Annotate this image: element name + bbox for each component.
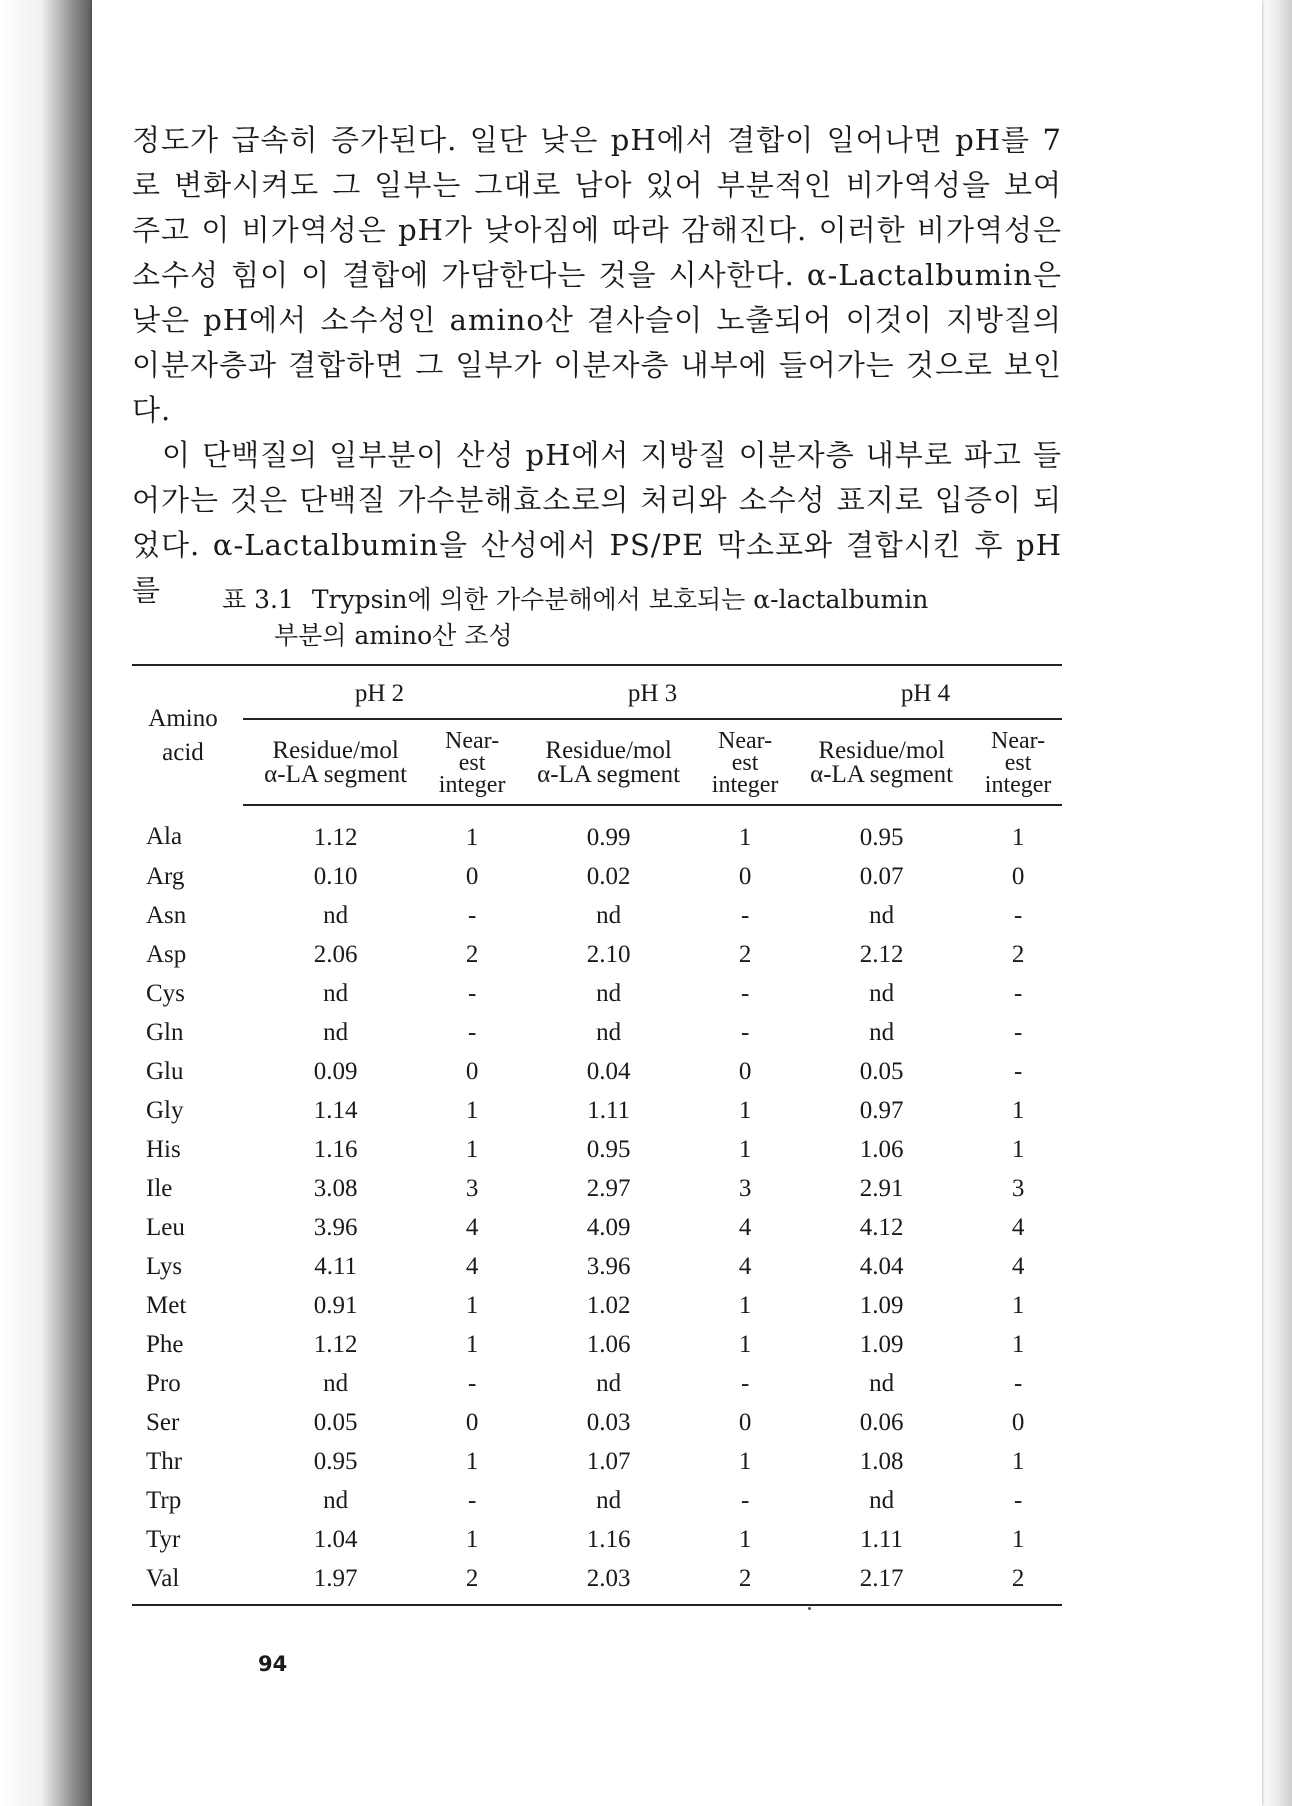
residue-value: 0.97 xyxy=(859,1096,904,1124)
residue-value: 2.10 xyxy=(586,940,631,968)
residue-value: 1.97 xyxy=(243,1559,428,1605)
header-ph-4: pH 4 xyxy=(789,665,1062,719)
nearest-integer-value: - xyxy=(1013,979,1023,1007)
nearest-integer-value: 1 xyxy=(738,1096,752,1124)
nearest-integer-value: 1 xyxy=(1011,823,1025,851)
nearest-integer-value: 4 xyxy=(465,1252,479,1280)
residue-value: nd xyxy=(596,901,622,929)
residue-value: nd xyxy=(869,1486,895,1514)
amino-acid-name: Leu xyxy=(146,1213,185,1241)
nearest-integer-value: - xyxy=(467,979,477,1007)
residue-value: 0.91 xyxy=(313,1291,358,1319)
residue-value: 1.09 xyxy=(859,1291,904,1319)
residue-value: 1.11 xyxy=(860,1525,903,1553)
residue-value: 1.02 xyxy=(586,1291,631,1319)
residue-value: 1.06 xyxy=(859,1135,904,1163)
residue-value: nd xyxy=(323,1486,349,1514)
header-nearest-ph3: Near- est integer xyxy=(701,719,789,805)
nearest-integer-value: 0 xyxy=(465,862,479,890)
residue-value: 0.02 xyxy=(586,862,631,890)
residue-value: 4.04 xyxy=(859,1252,904,1280)
nearest-integer-value: - xyxy=(740,901,750,929)
residue-value: 0.05 xyxy=(859,1057,904,1085)
nearest-integer-value: 1 xyxy=(738,1330,752,1358)
amino-acid-name: Phe xyxy=(146,1330,184,1358)
book-spine-edge xyxy=(0,0,92,1806)
nearest-integer-value: 1 xyxy=(738,1525,752,1553)
table-row xyxy=(132,1091,1062,1130)
residue-value: nd xyxy=(323,901,349,929)
paragraph-1: 정도가 급속히 증가된다. 일단 낮은 pH에서 결합이 일어나면 pH를 7로 변화시켜도 그 일부는 그대로 남아 있어 부분적인 비가역성을 보여주고 이 비가역성은 pH가 낮아짐에 따라 감해진다. 이러한 비가역성은 소수성 힘이 이 결합에 가담한다는 것을 시사한다. α-Lactalbumin은 낮은 pH에서 소수성인 amino산 곁사슬이 노출되어 이것이 지방질의 이분자층과 결합하면 그 일부가 이분자층 내부에 들어가는 것으로 보인다. xyxy=(132,123,1062,427)
amino-acid-table xyxy=(132,664,1062,1606)
residue-value: 0.07 xyxy=(859,862,904,890)
table-row xyxy=(132,1208,1062,1247)
table-row xyxy=(132,1442,1062,1481)
residue-value: 2.12 xyxy=(859,940,904,968)
table-row xyxy=(132,1403,1062,1442)
nearest-integer-value: 1 xyxy=(465,1447,479,1475)
table-row xyxy=(132,1520,1062,1559)
nearest-integer-value: 3 xyxy=(738,1174,752,1202)
residue-value: 1.16 xyxy=(313,1135,358,1163)
amino-acid-name: Gln xyxy=(146,1018,184,1046)
amino-acid-name: Met xyxy=(146,1291,187,1319)
nearest-integer-value: 1 xyxy=(738,1291,752,1319)
residue-value: 0.04 xyxy=(586,1057,631,1085)
residue-value: 4.09 xyxy=(586,1213,631,1241)
residue-value: 0.03 xyxy=(586,1408,631,1436)
nearest-integer-value: 3 xyxy=(1011,1174,1025,1202)
nearest-integer-value: 0 xyxy=(465,1408,479,1436)
amino-acid-name: Glu xyxy=(146,1057,184,1085)
table-row xyxy=(132,857,1062,896)
residue-value: 0.95 xyxy=(313,1447,358,1475)
table-row xyxy=(132,1247,1062,1286)
nearest-integer-value: 4 xyxy=(1011,1252,1025,1280)
residue-value: 1.11 xyxy=(587,1096,631,1124)
table-row xyxy=(132,1169,1062,1208)
nearest-integer-value: 0 xyxy=(465,1057,479,1085)
nearest-integer-value: 1 xyxy=(465,1096,479,1124)
table-caption-line2: 부분의 amino산 조성 xyxy=(274,621,513,650)
header-residue-ph2: Residue/mol α-LA segment xyxy=(243,719,428,805)
nearest-integer-value: 4 xyxy=(738,1213,752,1241)
nearest-integer-value: 4 xyxy=(465,1213,479,1241)
residue-value: nd xyxy=(596,979,622,1007)
nearest-integer-value: 2 xyxy=(738,940,752,968)
nearest-integer-value: 1 xyxy=(1011,1330,1025,1358)
table-row xyxy=(132,896,1062,935)
residue-value: nd xyxy=(596,1018,622,1046)
residue-value: nd xyxy=(869,901,895,929)
residue-value: 1.07 xyxy=(586,1447,631,1475)
amino-acid-name: Gly xyxy=(146,1096,184,1124)
amino-acid-name: Lys xyxy=(146,1252,183,1280)
table-caption xyxy=(222,582,1042,654)
nearest-integer-value: 2 xyxy=(428,1559,516,1605)
table-row xyxy=(132,1130,1062,1169)
nearest-integer-value: 1 xyxy=(738,1447,752,1475)
residue-value: 2.06 xyxy=(313,940,358,968)
residue-value: 2.97 xyxy=(586,1174,631,1202)
table-body xyxy=(132,805,1062,1605)
residue-value: 1.12 xyxy=(313,1330,358,1358)
amino-acid-name: Tyr xyxy=(146,1525,181,1553)
table-row xyxy=(132,974,1062,1013)
nearest-integer-value: 1 xyxy=(1011,1135,1025,1163)
residue-value: 1.06 xyxy=(586,1330,631,1358)
nearest-integer-value: 1 xyxy=(1011,1525,1025,1553)
footer-dot xyxy=(808,1607,811,1610)
nearest-integer-value: 1 xyxy=(465,1330,479,1358)
nearest-integer-value: 2 xyxy=(974,1559,1062,1605)
table-row xyxy=(132,1481,1062,1520)
amino-acid-name: Pro xyxy=(146,1369,181,1397)
nearest-integer-value: 0 xyxy=(1011,1408,1025,1436)
table-row xyxy=(132,1013,1062,1052)
amino-acid-name: Asp xyxy=(146,940,187,968)
header-residue-ph4: Residue/mol α-LA segment xyxy=(789,719,974,805)
table-row xyxy=(132,1052,1062,1091)
nearest-integer-value: 1 xyxy=(738,823,752,851)
amino-acid-name: Ser xyxy=(146,1408,180,1436)
nearest-integer-value: - xyxy=(1013,1486,1023,1514)
residue-value: 1.12 xyxy=(313,823,358,851)
nearest-integer-value: - xyxy=(1013,901,1023,929)
body-text xyxy=(132,118,1062,613)
nearest-integer-value: - xyxy=(740,1018,750,1046)
header-nearest-ph2: Near- est integer xyxy=(428,719,516,805)
table-row xyxy=(132,935,1062,974)
residue-value: nd xyxy=(869,1018,895,1046)
residue-value: 2.03 xyxy=(516,1559,701,1605)
amino-acid-name: Val xyxy=(132,1559,243,1605)
amino-acid-name: His xyxy=(146,1135,181,1163)
residue-value: 0.99 xyxy=(586,823,631,851)
residue-value: 1.08 xyxy=(859,1447,904,1475)
paragraph-2: 이 단백질의 일부분이 산성 pH에서 지방질 이분자층 내부로 파고 들어가는 것은 단백질 가수분해효소로의 처리와 소수성 표지로 입증이 되었다. α-Lactalbumin을 산성에서 PS/PE 막소포와 결합시킨 후 pH를 xyxy=(132,438,1062,607)
table-caption-line1: Trypsin에 의한 가수분해에서 보호되는 α-lactalbumin xyxy=(311,585,929,614)
residue-value: 0.10 xyxy=(313,862,358,890)
nearest-integer-value: 1 xyxy=(1011,1291,1025,1319)
header-ph-2: pH 2 xyxy=(243,665,516,719)
table-row xyxy=(132,1325,1062,1364)
residue-value: nd xyxy=(596,1369,622,1397)
amino-acid-name: Trp xyxy=(146,1486,182,1514)
nearest-integer-value: 4 xyxy=(738,1252,752,1280)
nearest-integer-value: 0 xyxy=(1011,862,1025,890)
amino-acid-name: Asn xyxy=(146,901,187,929)
nearest-integer-value: 0 xyxy=(738,1057,752,1085)
nearest-integer-value: 1 xyxy=(465,1525,479,1553)
nearest-integer-value: - xyxy=(467,1369,477,1397)
nearest-integer-value: 1 xyxy=(1011,1096,1025,1124)
residue-value: nd xyxy=(596,1486,622,1514)
header-amino-acid: Amino acid xyxy=(132,665,243,805)
residue-value: 1.04 xyxy=(313,1525,358,1553)
residue-value: 4.12 xyxy=(859,1213,904,1241)
residue-value: 1.09 xyxy=(859,1330,904,1358)
amino-acid-name: Cys xyxy=(146,979,185,1007)
amino-acid-name: Arg xyxy=(146,862,185,890)
table-row xyxy=(132,805,1062,857)
nearest-integer-value: 2 xyxy=(465,940,479,968)
residue-value: 0.95 xyxy=(586,1135,631,1163)
header-nearest-ph4: Near- est integer xyxy=(974,719,1062,805)
nearest-integer-value: 4 xyxy=(1011,1213,1025,1241)
nearest-integer-value: - xyxy=(1013,1057,1023,1085)
table-caption-label: 표 3.1 xyxy=(222,585,294,614)
residue-value: 1.16 xyxy=(586,1525,631,1553)
residue-value: 0.05 xyxy=(313,1408,358,1436)
table-row xyxy=(132,1364,1062,1403)
nearest-integer-value: 1 xyxy=(465,823,479,851)
nearest-integer-value: 1 xyxy=(465,1291,479,1319)
table-row xyxy=(132,1559,1062,1605)
amino-acid-name: Ile xyxy=(146,1174,173,1202)
nearest-integer-value: 3 xyxy=(465,1174,479,1202)
header-residue-ph3: Residue/mol α-LA segment xyxy=(516,719,701,805)
nearest-integer-value: 0 xyxy=(738,862,752,890)
page-number: 94 xyxy=(258,1652,288,1676)
book-right-edge xyxy=(1262,0,1292,1806)
residue-value: 0.09 xyxy=(313,1057,358,1085)
residue-value: 1.14 xyxy=(313,1096,358,1124)
nearest-integer-value: 2 xyxy=(701,1559,789,1605)
residue-value: nd xyxy=(323,1369,349,1397)
residue-value: nd xyxy=(323,1018,349,1046)
nearest-integer-value: - xyxy=(1013,1018,1023,1046)
nearest-integer-value: 2 xyxy=(1011,940,1025,968)
residue-value: 3.96 xyxy=(586,1252,631,1280)
nearest-integer-value: - xyxy=(740,1486,750,1514)
nearest-integer-value: - xyxy=(1013,1369,1023,1397)
residue-value: 3.08 xyxy=(313,1174,358,1202)
nearest-integer-value: 1 xyxy=(465,1135,479,1163)
table-row xyxy=(132,1286,1062,1325)
residue-value: 2.17 xyxy=(789,1559,974,1605)
residue-value: nd xyxy=(869,979,895,1007)
residue-value: nd xyxy=(869,1369,895,1397)
nearest-integer-value: - xyxy=(467,1018,477,1046)
nearest-integer-value: - xyxy=(467,1486,477,1514)
nearest-integer-value: 1 xyxy=(1011,1447,1025,1475)
residue-value: 0.95 xyxy=(859,823,904,851)
residue-value: nd xyxy=(323,979,349,1007)
nearest-integer-value: - xyxy=(467,901,477,929)
nearest-integer-value: 1 xyxy=(738,1135,752,1163)
residue-value: 3.96 xyxy=(313,1213,358,1241)
residue-value: 0.06 xyxy=(859,1408,904,1436)
residue-value: 2.91 xyxy=(859,1174,904,1202)
amino-acid-name: Ala xyxy=(146,823,183,850)
amino-acid-name: Thr xyxy=(146,1447,183,1475)
nearest-integer-value: - xyxy=(740,1369,750,1397)
residue-value: 4.11 xyxy=(314,1252,358,1280)
nearest-integer-value: - xyxy=(740,979,750,1007)
nearest-integer-value: 0 xyxy=(738,1408,752,1436)
header-ph-3: pH 3 xyxy=(516,665,789,719)
